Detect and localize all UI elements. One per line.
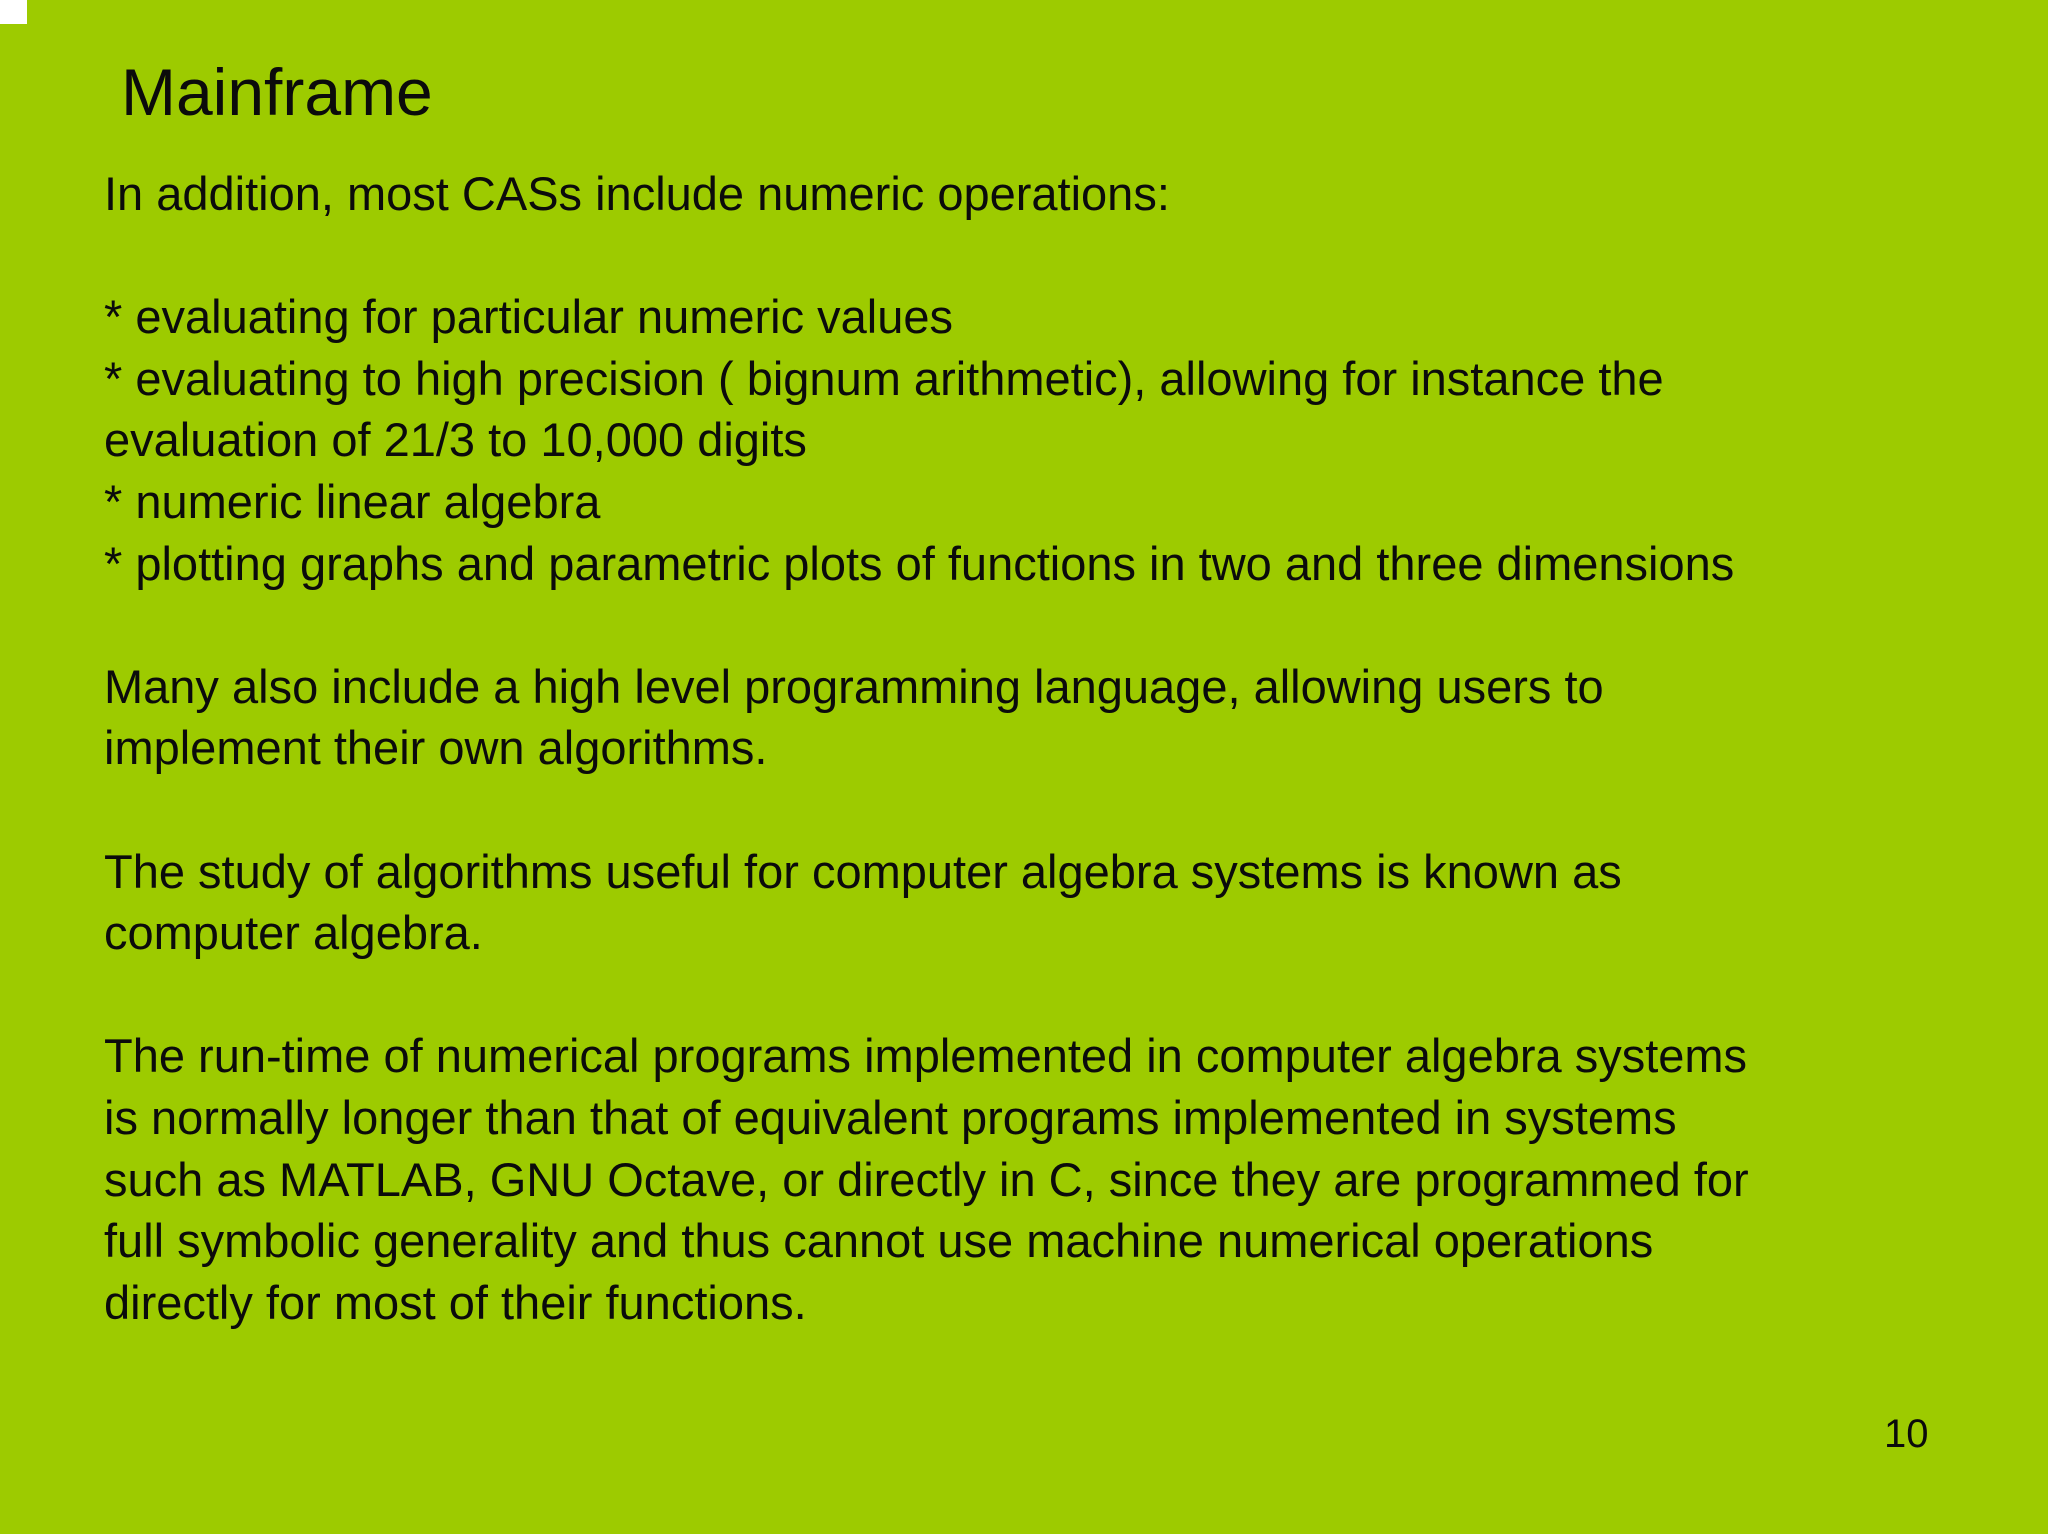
slide-title: Mainframe (121, 55, 433, 129)
bullet-linear-algebra: * numeric linear algebra (104, 474, 601, 528)
body-line-blank (104, 594, 1984, 656)
run-time-paragraph-line-2: is normally longer than that of equivalent programs implemented in systems (104, 1090, 1677, 1144)
run-time-paragraph-line-5: directly for most of their functions. (104, 1275, 807, 1329)
body-line-blank (104, 964, 1984, 1026)
corner-marker (0, 0, 27, 24)
bullet-evaluating-values: * evaluating for particular numeric values (104, 290, 954, 344)
body-line-blank (104, 779, 1984, 841)
run-time-paragraph-line-4: full symbolic generality and thus cannot use machine numerical operations (104, 1214, 1654, 1268)
bullet-high-precision-continued: evaluation of 21/3 to 10,000 digits (104, 413, 807, 467)
run-time-paragraph-line-1: The run-time of numerical programs implemented in computer algebra systems (104, 1029, 1748, 1083)
computer-algebra-paragraph-line-2: computer algebra. (104, 906, 483, 960)
body-line-intro: In addition, most CASs include numeric operations: (104, 167, 1170, 220)
slide-body-text (104, 163, 1984, 1333)
computer-algebra-paragraph-line-1: The study of algorithms useful for computer algebra systems is known as (104, 844, 1622, 898)
body-line-blank (104, 225, 1984, 287)
bullet-high-precision: * evaluating to high precision ( bignum arithmetic), allowing for instance the (104, 351, 1664, 405)
run-time-paragraph-line-3: such as MATLAB, GNU Octave, or directly in C, since they are programmed for (104, 1152, 1749, 1206)
programming-language-paragraph-line-1: Many also include a high level programming language, allowing users to (104, 659, 1604, 713)
bullet-plotting: * plotting graphs and parametric plots of functions in two and three dimensions (104, 536, 1735, 590)
slide-page-number: 10 (1884, 1412, 1929, 1456)
programming-language-paragraph-line-2: implement their own algorithms. (104, 721, 768, 775)
